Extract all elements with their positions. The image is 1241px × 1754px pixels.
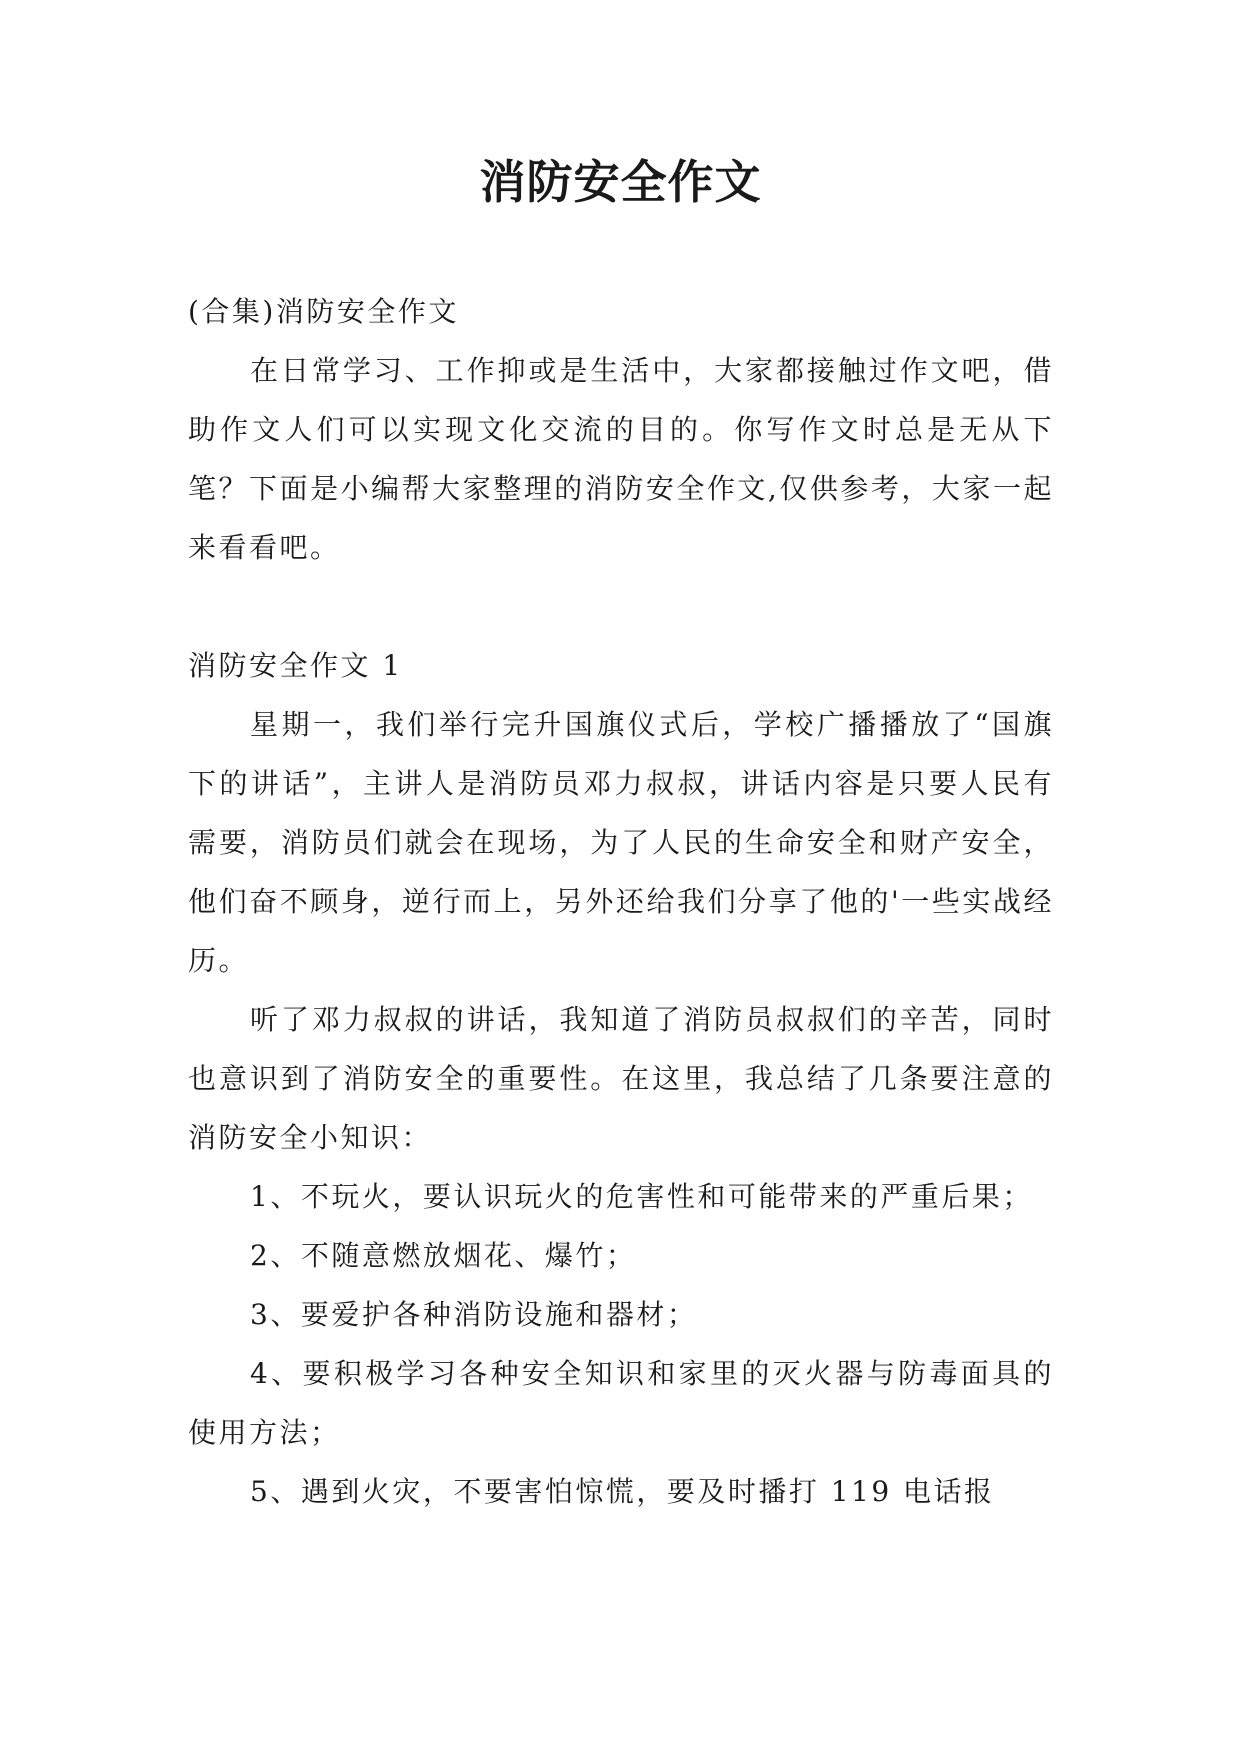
tip-item: 2、不随意燃放烟花、爆竹；: [250, 1239, 637, 1272]
body-paragraph: 听了邓力叔叔的讲话，我知道了消防员叔叔们的辛苦，同时也意识到了消防安全的重要性。在这里，我总结了几条要注意的消防安全小知识：: [188, 1003, 1054, 1154]
body-paragraph: 星期一，我们举行完升国旗仪式后，学校广播播放了“国旗下的讲话”，主讲人是消防员邓力叔叔，讲话内容是只要人民有需要，消防员们就会在现场，为了人民的生命安全和财产安全，他们奋不顾身，逆行而上，另外还给我们分享了他的'一些实战经历。: [188, 708, 1054, 977]
tip-item: 5、遇到火灾，不要害怕惊慌，要及时播打 119 电话报: [250, 1475, 995, 1508]
tip-item: 1、不玩火，要认识玩火的危害性和可能带来的严重后果；: [250, 1180, 1033, 1213]
tip-item: 4、要积极学习各种安全知识和家里的灭火器与防毒面具的使用方法；: [188, 1357, 1054, 1449]
section-heading: 消防安全作文 1: [188, 649, 403, 682]
section-spacer: [188, 577, 1054, 636]
document-body: [188, 282, 1054, 1521]
tip-item: 3、要爱护各种消防设施和器材；: [250, 1298, 698, 1331]
document-title: 消防安全作文: [479, 155, 762, 209]
document-subtitle: (合集)消防安全作文: [188, 295, 459, 328]
intro-paragraph: 在日常学习、工作抑或是生活中，大家都接触过作文吧，借助作文人们可以实现文化交流的目的。你写作文时总是无从下笔？下面是小编帮大家整理的消防安全作文,仅供参考，大家一起来看看吧。: [188, 354, 1054, 564]
